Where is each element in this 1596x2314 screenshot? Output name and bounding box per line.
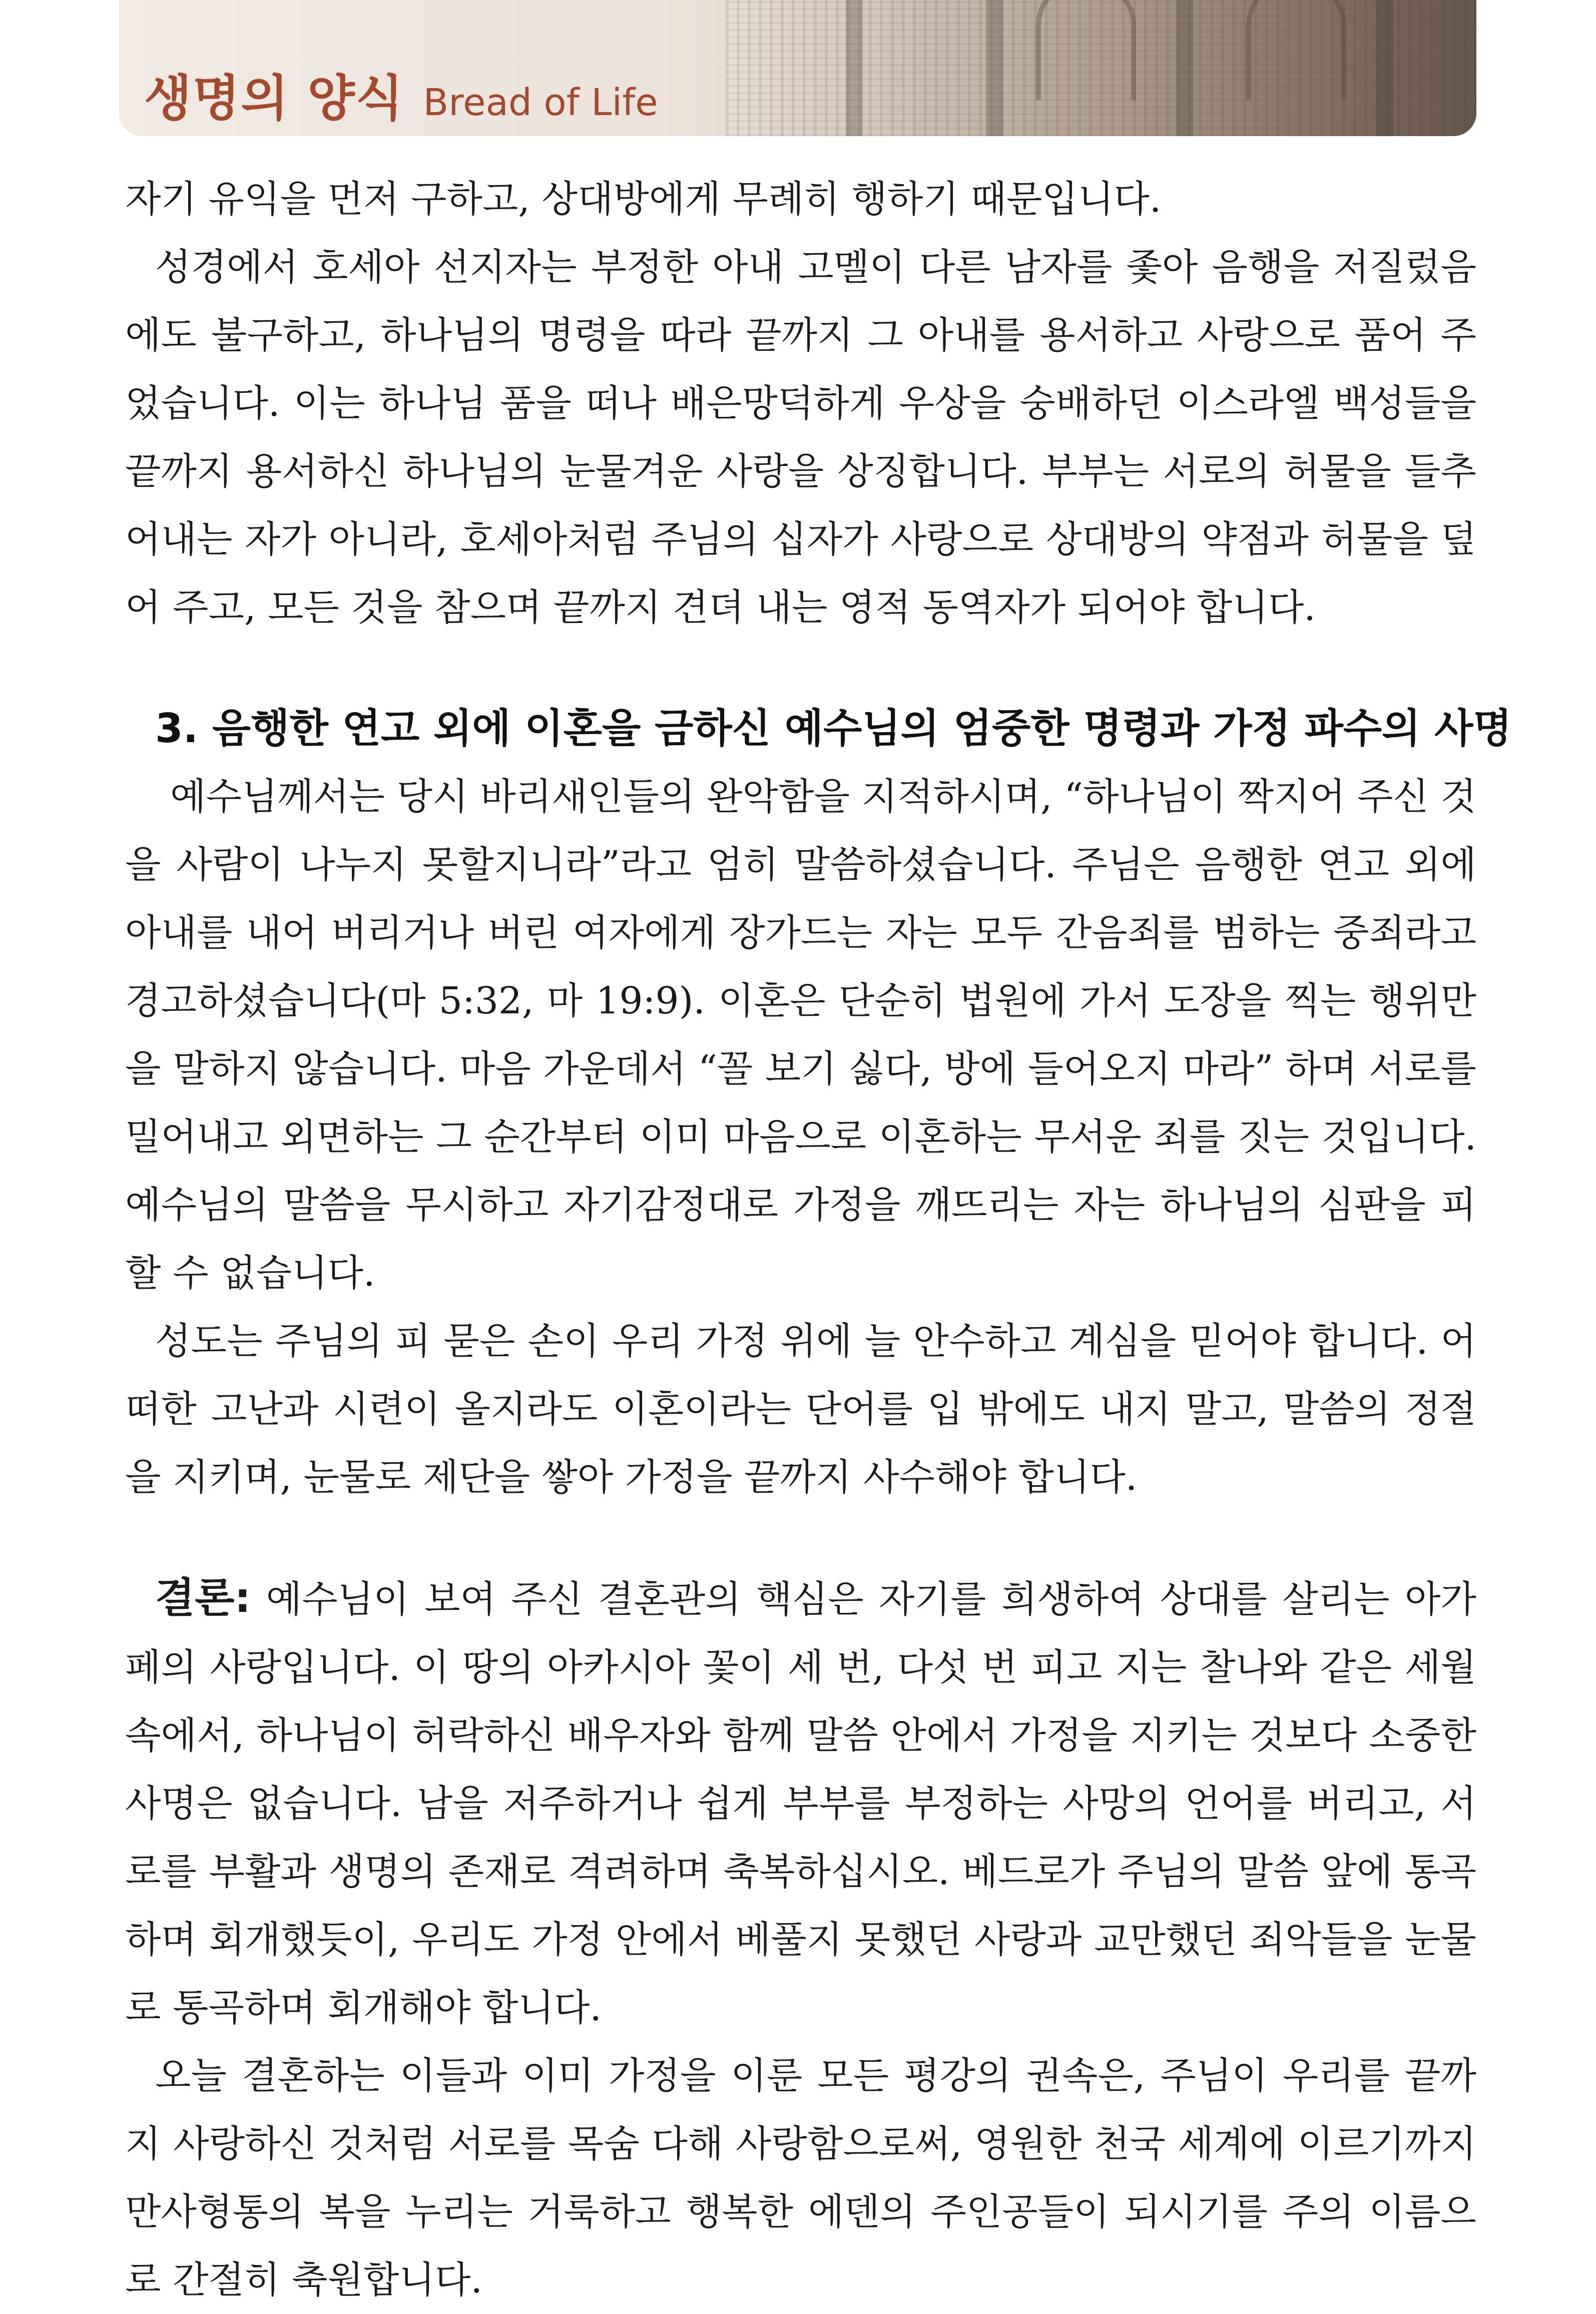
paragraph: 성도는 주님의 피 묻은 손이 우리 가정 위에 늘 안수하고 계심을 믿어야 합니다. 어떠한 고난과 시련이 올지라도 이혼이라는 단어를 입 밖에도 내지 말고, 말씀의 정절을 지키며, 눈물로 제단을 쌓아 가정을 끝까지 사수해야 합니다. bbox=[125, 1320, 1476, 1499]
conclusion-label: 결론: bbox=[155, 1574, 251, 1622]
article-body bbox=[125, 165, 1512, 2314]
banner-photo-arch bbox=[1246, 0, 1346, 100]
spacer bbox=[125, 1511, 1476, 1564]
banner-photo-background bbox=[726, 0, 1476, 136]
banner-photo-pillar bbox=[846, 0, 863, 136]
banner-photo-pillar bbox=[1376, 0, 1393, 136]
page-title bbox=[144, 59, 658, 129]
banner-photo-pillar bbox=[986, 0, 1003, 136]
page-title-english: Bread of Life bbox=[423, 81, 658, 124]
conclusion-paragraph bbox=[125, 1564, 1476, 2042]
conclusion-text: 예수님이 보여 주신 결혼관의 핵심은 자기를 희생하여 상대를 살리는 아가페의 사랑입니다. 이 땅의 아카시아 꽃이 세 번, 다섯 번 피고 지는 찰나와 같은 세월 속에서, 하나님이 허락하신 배우자와 함께 말씀 안에서 가정을 지키는 것보다 소중한 사명은 없습니다. 남을 저주하거나 쉽게 부부를 부정하는 사망의 언어를 버리고, 서로를 부활과 생명의 존재로 격려하며 축복하십시오. 베드로가 주님의 말씀 앞에 통곡하며 회개했듯이, 우리도 가정 안에서 베풀지 못했던 사랑과 교만했던 죄악들을 눈물로 통곡하며 회개해야 합니다. bbox=[125, 1578, 1476, 2029]
closing-paragraph: 오늘 결혼하는 이들과 이미 가정을 이룬 모든 평강의 권속은, 주님이 우리를 끝까지 사랑하신 것처럼 서로를 목숨 다해 사랑함으로써, 영원한 천국 세계에 이르기까지 만사형통의 복을 누리는 거룩하고 행복한 에덴의 주인공들이 되시기를 주의 이름으로 간절히 축원합니다. bbox=[125, 2054, 1476, 2301]
banner-photo-arch bbox=[1036, 0, 1136, 100]
banner-photo-pillar bbox=[1176, 0, 1193, 136]
paragraph: 성경에서 호세아 선지자는 부정한 아내 고멜이 다른 남자를 좇아 음행을 저질렀음에도 불구하고, 하나님의 명령을 따라 끝까지 그 아내를 용서하고 사랑으로 품어 주었습니다. 이는 하나님 품을 떠나 배은망덕하게 우상을 숭배하던 이스라엘 백성들을 끝까지 용서하신 하나님의 눈물겨운 사랑을 상징합니다. 부부는 서로의 허물을 들추어내는 자가 아니라, 호세아처럼 주님의 십자가 사랑으로 상대방의 약점과 허물을 덮어 주고, 모든 것을 참으며 끝까지 견뎌 내는 영적 동역자가 되어야 합니다. bbox=[125, 246, 1476, 629]
page-title-korean: 생명의 양식 bbox=[144, 70, 404, 127]
paragraph: 자기 유익을 먼저 구하고, 상대방에게 무례히 행하기 때문입니다. bbox=[125, 178, 1162, 221]
paragraph: 예수님께서는 당시 바리새인들의 완악함을 지적하시며, “하나님이 짝지어 주신 것을 사람이 나누지 못할지니라”라고 엄히 말씀하셨습니다. 주님은 음행한 연고 외에 아내를 내어 버리거나 버린 여자에게 장가드는 자는 모두 간음죄를 범하는 중죄라고 경고하셨습니다(마 5:32, 마 19:9). 이혼은 단순히 법원에 가서 도장을 찍는 행위만을 말하지 않습니다. 마음 가운데서 “꼴 보기 싫다, 방에 들어오지 마라” 하며 서로를 밀어내고 외면하는 그 순간부터 이미 마음으로 이혼하는 무서운 죄를 짓는 것입니다. 예수님의 말씀을 무시하고 자기감정대로 가정을 깨뜨리는 자는 하나님의 심판을 피할 수 없습니다. bbox=[125, 775, 1476, 1295]
spacer bbox=[125, 642, 1476, 695]
section-heading: 3. 음행한 연고 외에 이혼을 금하신 예수님의 엄중한 명령과 가정 파수의 사명 bbox=[155, 705, 1512, 752]
